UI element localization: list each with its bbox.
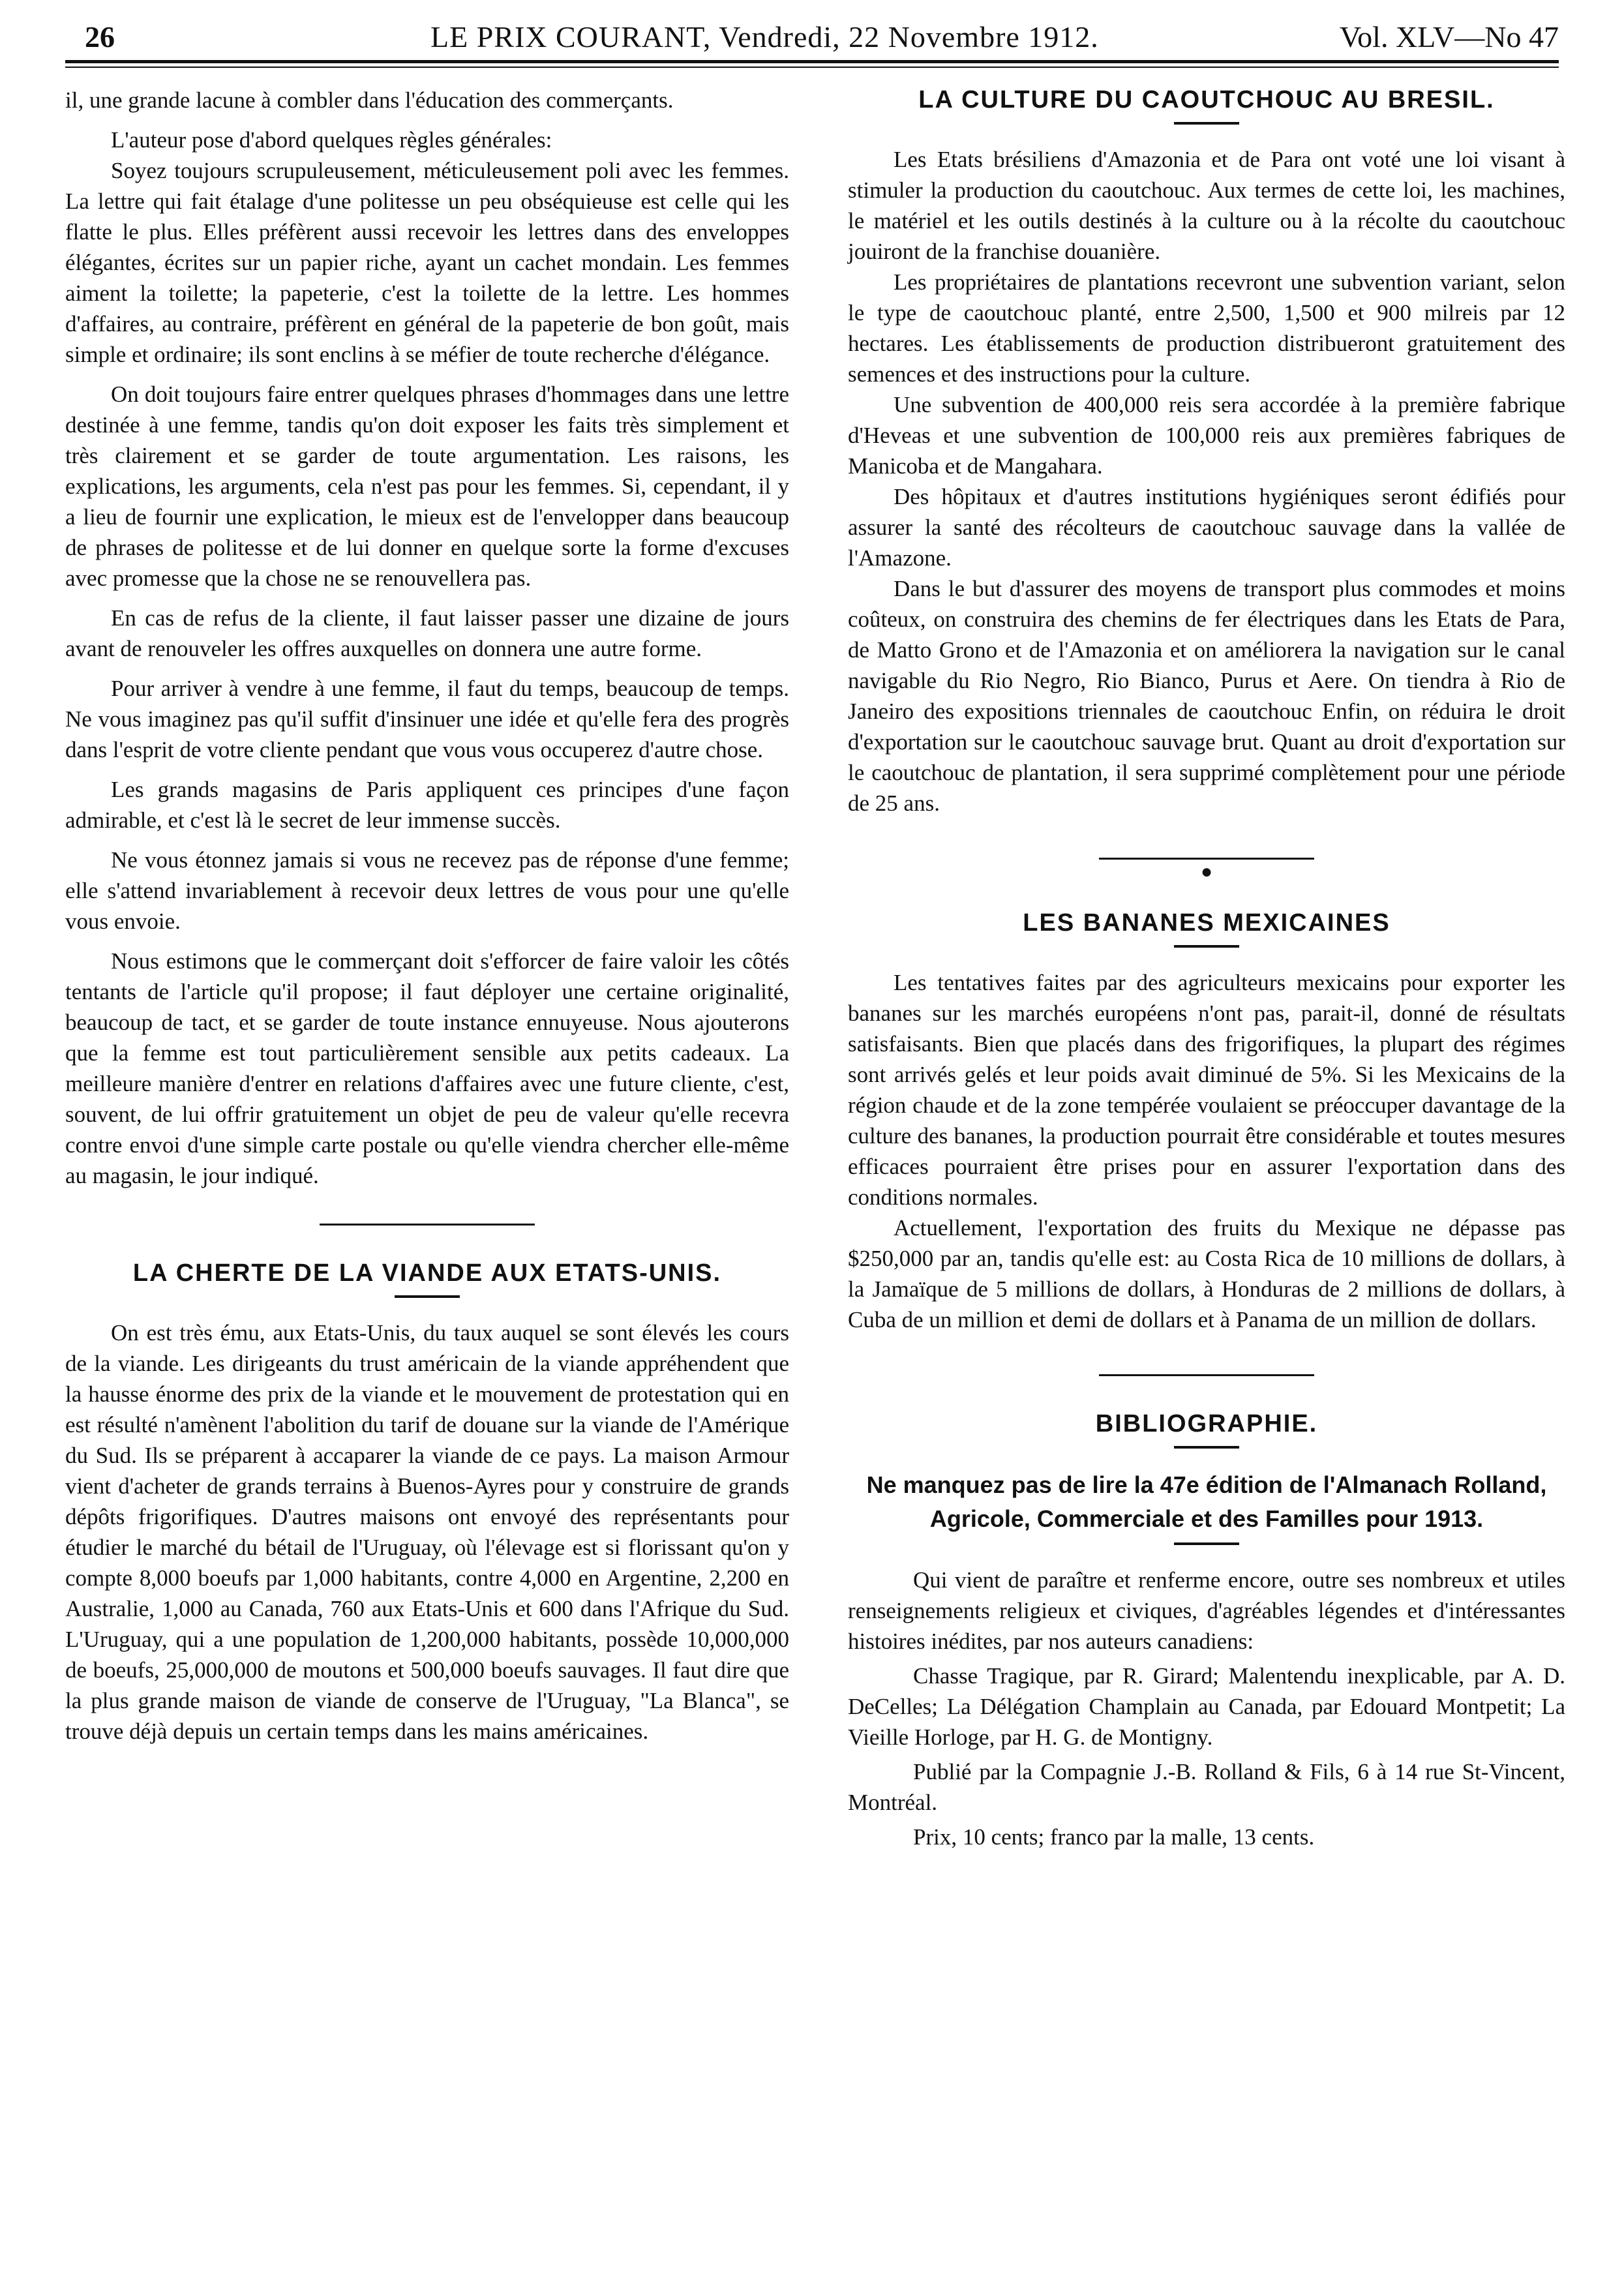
section-title-bananes: LES BANANES MEXICAINES — [1023, 909, 1391, 937]
subtitle-underline — [1174, 1542, 1239, 1545]
paragraph: Les grands magasins de Paris appliquent ces principes d'une façon admirable, et c'est là le secret de leur immense succès. — [65, 777, 789, 833]
paragraph: L'auteur pose d'abord quelques règles générales: — [111, 127, 552, 153]
bibliographie-subtitle — [848, 1468, 1565, 1536]
paragraph: Les Etats brésiliens d'Amazonia et de Para ont voté une loi visant à stimuler la production du caoutchouc. Aux termes de cette loi, les machines, le matériel et les outils destinés à la culture ou à la récolte du caoutchouc jouiront de la franchise douanière. — [848, 147, 1565, 264]
section-divider — [1099, 858, 1314, 860]
paragraph: Chasse Tragique, par R. Girard; Malentendu inexplicable, par A. D. DeCelles; La Délégation Champlain au Canada, par Edouard Montpetit; La Vieille Horloge, par H. G. de Montigny. — [848, 1663, 1565, 1750]
section-divider — [320, 1224, 535, 1226]
paragraph: il, une grande lacune à combler dans l'éducation des commerçants. — [65, 87, 674, 113]
section-title-caoutchouc: LA CULTURE DU CAOUTCHOUC AU BRESIL. — [918, 86, 1495, 113]
paragraph: Dans le but d'assurer des moyens de transport plus commodes et moins coûteux, on construira des chemins de fer électriques dans les Etats de Para, de Matto Grono et de l'Amazonia et on améliorera la navigation sur le canal navigable du Rio Negro, Rio Bianco, Purus et Aere. On tiendra à Rio de Janeiro des expositions triennales de caoutchouc Enfin, on réduira le droit d'exportation sur le caoutchouc sauvage brut. Quant au droit d'exportation sur le caoutchouc de plantation, il sera supprimé complètement pour une période de 25 ans. — [848, 576, 1565, 816]
paragraph: On doit toujours faire entrer quelques phrases d'hommages dans une lettre destinée à une femme, tandis qu'on doit exposer les faits très simplement et très clairement et se garder de toute argumentation. Les raisons, les explications, les arguments, cela n'est pas pour les femmes. Si, cependant, il y a lieu de fournir une explication, le mieux est de l'envelopper dans beaucoup de phrases de politesse et de lui donner en quelque sorte la forme d'excuses avec promesse que la chose ne se renouvellera pas. — [65, 382, 789, 591]
paragraph: On est très ému, aux Etats-Unis, du taux auquel se sont élevés les cours de la viande. Les dirigeants du trust américain de la viande appréhendent que la hausse énorme des prix de la viande et le mouvement de protestation qui en est résulté n'amènent l'abolition du tarif de douane sur la viande de l'Amérique du Sud. Ils se préparent à accaparer la viande de ce pays. La maison Armour vient d'acheter de grands terrains à Buenos-Ayres pour y construire de grands dépôts frigorifiques. D'autres maisons ont envoyé des représentants pour étudier le marché du bétail de l'Uruguay, où l'élevage est si florissant qu'on y compte 8,000 boeufs par 1,000 habitants, contre 4,000 en Argentine, 2,200 en Australie, 1,000 au Canada, 760 aux Etats-Unis et 600 dans l'Afrique du Sud. L'Uruguay, qui a une population de 1,200,000 habitants, possède 10,000,000 de boeufs, 25,000,000 de moutons et 500,000 boeufs sauvages. Il faut dire que la plus grande maison de viande de conserve de l'Uruguay, "La Blanca", se trouve déjà depuis un certain temps dans les mains américaines. — [65, 1320, 789, 1744]
subtitle-line: Agricole, Commerciale et des Familles pour 1913. — [929, 1505, 1484, 1532]
paragraph: Publié par la Compagnie J.-B. Rolland & Fils, 6 à 14 rue St-Vincent, Montréal. — [848, 1759, 1565, 1815]
masthead: LE PRIX COURANT, Vendredi, 22 Novembre 1912. — [430, 20, 1099, 53]
divider-dot: ● — [1200, 861, 1213, 882]
paragraph: Les propriétaires de plantations recevront une subvention variant, selon le type de caoutchouc planté, entre 2,500, 1,500 et 900 milreis par 12 hectares. Les établissements de production distribueront gratuitement des semences et des instructions pour la culture. — [848, 269, 1565, 387]
title-underline — [1174, 1446, 1239, 1449]
paragraph: En cas de refus de la cliente, il faut laisser passer une dizaine de jours avant de renouveler les offres auxquelles on donnera une autre forme. — [65, 605, 789, 661]
paragraph: Prix, 10 cents; franco par la malle, 13 cents. — [913, 1824, 1315, 1850]
paragraph: Nous estimons que le commerçant doit s'efforcer de faire valoir les côtés tentants de l'article qu'il propose; il faut déployer une certaine originalité, beaucoup de tact, et se garder de toute instance ennuyeuse. Nous ajouterons que la femme est tout particulièrement sensible aux petits cadeaux. La meilleure manière d'entrer en relations d'affaires avec une future cliente, c'est, souvent, de lui offrir gratuitement un objet de peu de valeur qu'elle recevra contre envoi d'une simple carte postale ou qu'elle viendra chercher elle-même au magasin, le jour indiqué. — [65, 948, 789, 1188]
page-number: 26 — [85, 20, 115, 53]
paragraph: Ne vous étonnez jamais si vous ne recevez pas de réponse d'une femme; elle s'attend invariablement à recevoir deux lettres de vous pour une qu'elle vous envoie. — [65, 847, 789, 934]
title-underline — [395, 1295, 460, 1298]
section-divider — [1099, 1374, 1314, 1376]
header-rule — [65, 60, 1559, 63]
paragraph: Actuellement, l'exportation des fruits du Mexique ne dépasse pas $250,000 par an, tandis qu'elle est: au Costa Rica de 10 millions de dollars, à la Jamaïque de 5 millions de dollars, à Honduras de 2 millions de dollars, à Cuba de un million et demi de dollars et à Panama de un million de dollars. — [848, 1215, 1565, 1332]
left-column — [65, 85, 789, 1756]
section-title-bibliographie: BIBLIOGRAPHIE. — [1095, 1410, 1318, 1437]
paragraph: Pour arriver à vendre à une femme, il faut du temps, beaucoup de temps. Ne vous imaginez pas qu'il suffit d'insinuer une idée et qu'elle fera des progrès dans l'esprit de votre cliente pendant que vous vous occuperez d'autre chose. — [65, 676, 789, 762]
header-rule-thin — [65, 67, 1559, 68]
volume-number: Vol. XLV—No 47 — [1339, 20, 1559, 53]
right-column — [848, 85, 1565, 1856]
page-header — [65, 14, 1559, 67]
paragraph: Les tentatives faites par des agriculteurs mexicains pour exporter les bananes sur les marchés européens n'ont pas, parait-il, donné de résultats satisfaisants. Bien que placés dans des frigorifiques, la plupart des régimes sont arrivés gelés et leur poids avait diminué de 5%. Si les Mexicains de la région chaude et de la zone tempérée voulaient se préoccuper davantage de la culture des bananes, la production pourrait être considérable et toutes mesures efficaces pourraient être prises pour en assurer l'exportation dans des conditions normales. — [848, 970, 1565, 1210]
subtitle-line: Ne manquez pas de lire la 47e édition de l'Almanach Rolland, — [866, 1471, 1547, 1498]
paragraph: Une subvention de 400,000 reis sera accordée à la première fabrique d'Heveas et une subvention de 100,000 reis aux premières fabriques de Manicoba et de Mangahara. — [848, 392, 1565, 479]
title-underline — [1174, 945, 1239, 948]
paragraph: Des hôpitaux et d'autres institutions hygiéniques seront édifiés pour assurer la santé des récolteurs de caoutchouc sauvage dans la vallée de l'Amazone. — [848, 484, 1565, 571]
section-title-viande: LA CHERTE DE LA VIANDE AUX ETATS-UNIS. — [132, 1259, 722, 1287]
paragraph: Soyez toujours scrupuleusement, méticuleusement poli avec les femmes. La lettre qui fait étalage d'une politesse un peu obséquieuse est celle qui les flatte le plus. Elles préfèrent aussi recevoir les lettres dans des enveloppes élégantes, écrites sur un papier riche, ayant un cachet mondain. Les femmes aiment la toilette; la papeterie, c'est la toilette de la lettre. Les hommes d'affaires, au contraire, préfèrent en général de la papeterie de bon goût, mais simple et ordinaire; ils sont enclins à se méfier de toute recherche d'élégance. — [65, 158, 789, 367]
paragraph: Qui vient de paraître et renferme encore, outre ses nombreux et utiles renseignements religieux et civiques, d'agréables légendes et d'intéressantes histoires inédites, par nos auteurs canadiens: — [848, 1567, 1565, 1654]
title-underline — [1174, 122, 1239, 125]
